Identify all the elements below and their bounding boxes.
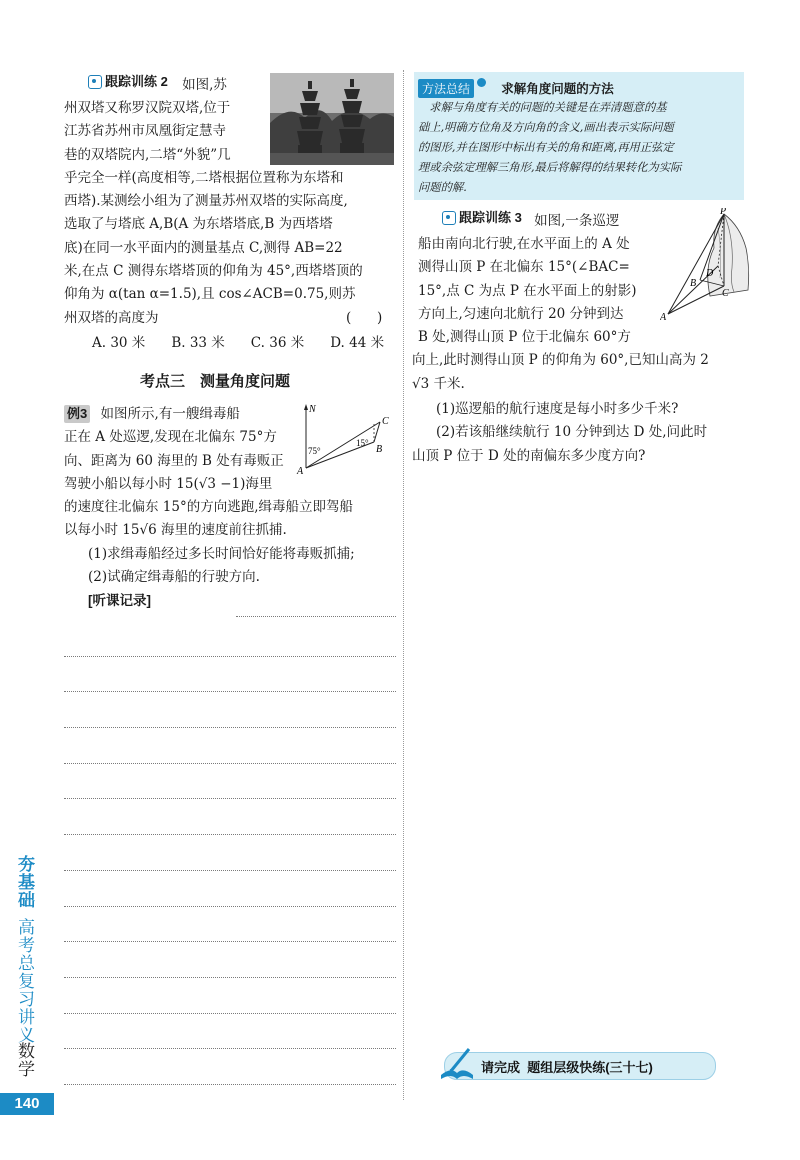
example-3-badge: 例3 xyxy=(64,405,90,423)
svg-text:C: C xyxy=(382,416,389,427)
svg-text:C: C xyxy=(722,288,729,299)
north-label: N xyxy=(309,404,316,415)
option-d[interactable]: D. 44 米 xyxy=(330,334,385,351)
training-2: 跟踪训练 2 如图,苏 州双塔又称罗汉院双塔,位于 江苏省苏州市凤凰街定慧寺 巷的双塔院内,二塔“外貌”几 乎完全一样(高度相等,二塔根据位置称为东塔和 西塔).某测绘小组为了测量苏州双塔的实际高度, 选取了与塔底 A,B(A 为东塔塔底,B 为西塔塔 底)在同一水平面内的测量基点 C,测得 AB=22 米,在点 C 测得东塔塔顶的仰角为 45°,西塔塔顶的 仰角为 α(tan α=1.5),且 cos∠ACB=0.75,则苏 州双塔的高度为 ( ) A. 30 米 B. 33 米 C. 36 米 D. 44 米 xyxy=(88,70,408,355)
notes-heading: [听课记录] xyxy=(88,593,151,609)
method-tag: 方法总结 xyxy=(418,79,474,98)
training-3-tag: 跟踪训练 3 xyxy=(442,206,522,229)
answer-options xyxy=(92,332,408,355)
section-title: 考点三 测量角度问题 xyxy=(140,373,291,390)
option-b[interactable]: B. 33 米 xyxy=(171,334,225,351)
practice-banner-text: 请完成 题组层级快练(三十七) xyxy=(481,1060,653,1075)
training-2-tag: 跟踪训练 2 xyxy=(88,70,168,93)
method-summary-box: 方法总结 求解角度问题的方法 求解与角度有关的问题的关键是在弄清题意的基 础上,明确方位角及方向角的含义,画出表示实际问题 的图形,并在图形中标出有关的角和距离,再用正弦定 理或余弦定理解三角形,最后将解得的结果转化为实际 问题的解. xyxy=(414,72,744,200)
svg-text:B: B xyxy=(690,278,697,289)
sidebar-series: 高考总复习讲义 xyxy=(15,918,34,1044)
sidebar-subject: 数学 xyxy=(15,1042,34,1078)
notes-lines[interactable] xyxy=(64,620,396,1085)
speech-bubble-icon xyxy=(477,78,486,87)
sidebar-brand: 夯基础 xyxy=(15,855,34,909)
svg-text:P: P xyxy=(720,208,727,217)
practice-banner[interactable] xyxy=(444,1052,716,1080)
page-number: 140 xyxy=(0,1093,54,1115)
example-3-figure xyxy=(294,402,390,476)
svg-text:B: B xyxy=(376,444,383,455)
notepad-icon xyxy=(88,75,102,89)
svg-text:15°: 15° xyxy=(356,438,369,448)
training-3: 跟踪训练 3 如图,一条巡逻 船由南向北行驶,在水平面上的 A 处 测得山顶 P 在北偏东 15°(∠BAC= 15°,点 C 为点 P 在水平面上的射影) 方向上,匀速向北航行 20 分钟到达 B 处,测得山顶 P 位于北偏东 60°方 向上,此时测得山顶 P 的仰角为 60°,已知山高为 2 √3 千米. (1)巡逻船的航行速度是每小时多少千米? (2)若该船继续航行 10 分钟到达 D 处,问此时 山顶 P 位于 D 处的南偏东多少度方向? xyxy=(418,206,748,468)
svg-text:75°: 75° xyxy=(308,446,321,456)
method-title: 求解角度问题的方法 xyxy=(501,82,614,96)
twin-pagoda-photo xyxy=(270,73,394,165)
svg-text:A: A xyxy=(297,466,304,476)
option-a[interactable]: A. 30 米 xyxy=(92,334,146,351)
svg-text:D: D xyxy=(706,268,714,279)
svg-text:A: A xyxy=(660,312,667,322)
notepad-icon xyxy=(442,211,456,225)
example-3: 例3 如图所示,有一艘缉毒船 正在 A 处巡逻,发现在北偏东 75°方 向、距离为 60 海里的 B 处有毒贩正 驾驶小船以每小时 15(√3 −1)海里 的速度往北偏东 15°的方向逃跑,缉毒船立即驾船 以每小时 15√6 海里的速度前往抓捕. (1)求缉毒船经过多长时间恰好能将毒贩抓捕; (2)试确定缉毒船的行驶方向. [听课记录] xyxy=(64,403,384,613)
option-c[interactable]: C. 36 米 xyxy=(250,334,305,351)
training-3-figure xyxy=(660,208,754,322)
pen-book-icon xyxy=(437,1045,477,1081)
column-divider xyxy=(403,70,404,1100)
